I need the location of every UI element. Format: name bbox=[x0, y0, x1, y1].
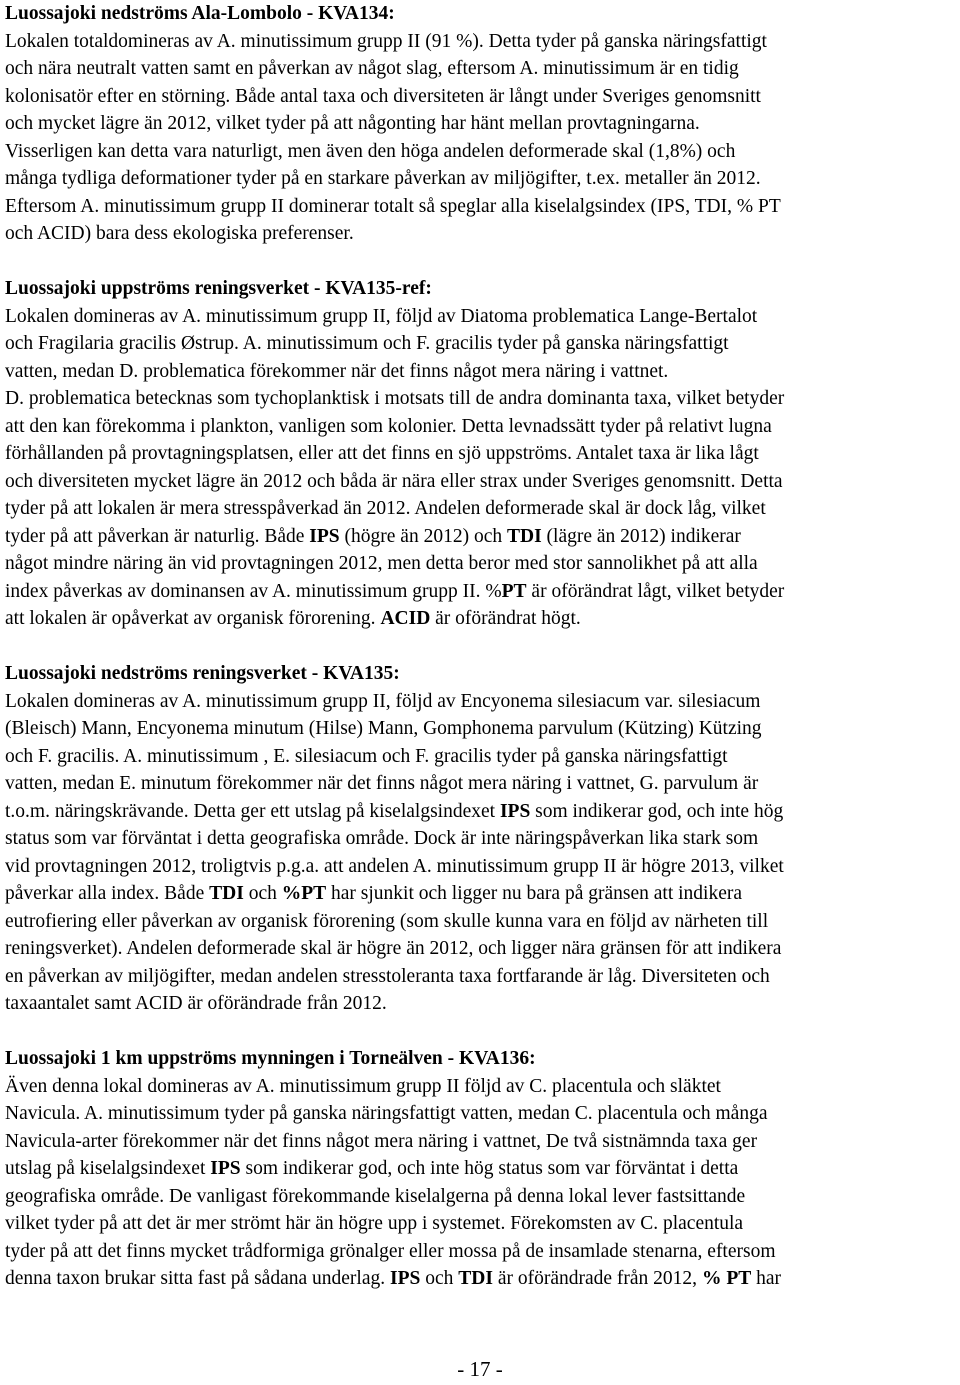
text-line bbox=[5, 83, 957, 111]
text-run: Visserligen kan detta vara naturligt, men även den höga andelen deformerade skal (1,8%) och bbox=[5, 140, 736, 162]
text-line bbox=[5, 358, 957, 386]
text-run: har bbox=[751, 1268, 782, 1289]
bold-term: IPS bbox=[389, 1268, 421, 1289]
bold-term: TDI bbox=[209, 883, 244, 904]
bold-term: %PT bbox=[281, 883, 327, 904]
text-line bbox=[5, 385, 957, 413]
text-line bbox=[5, 1128, 957, 1156]
text-run: (lägre än 2012) indikerar bbox=[541, 525, 741, 547]
page-number: - 17 - bbox=[457, 1357, 503, 1381]
text-line bbox=[5, 1073, 957, 1101]
text-line bbox=[5, 1100, 957, 1128]
text-line bbox=[5, 468, 957, 496]
text-run: eutrofiering eller påverkan av organisk förorening (som skulle kunna vara en följd av närheten till bbox=[5, 910, 769, 932]
text-run: en påverkan av miljögifter, medan andelen stresstoleranta taxa fortfarande är låg. Diversiteten och bbox=[5, 965, 770, 987]
bold-term: IPS bbox=[499, 800, 531, 822]
text-line bbox=[5, 908, 957, 936]
bold-term: PT bbox=[501, 580, 527, 602]
text-line bbox=[5, 440, 957, 468]
section-body bbox=[5, 688, 957, 1018]
text-run: och F. gracilis. A. minutissimum , E. silesiacum och F. gracilis tyder på ganska näringsfattigt bbox=[5, 745, 728, 767]
text-line bbox=[5, 55, 957, 83]
text-run: och ACID) bara dess ekologiska preferenser. bbox=[5, 223, 354, 244]
text-run: som indikerar god, och inte hög status som var förväntat i detta bbox=[240, 1158, 739, 1179]
text-run: vatten, medan E. minutum förekommer när det finns något mera näring i vattnet, G. parvulum är bbox=[5, 773, 759, 794]
text-run: tyder på att lokalen är mera stresspåverkad än 2012. Andelen deformerade skal är dock låg, vilket bbox=[5, 498, 766, 519]
section-heading: Luossajoki nedströms Ala-Lombolo - KVA134: bbox=[5, 3, 395, 24]
text-run: att den kan förekomma i plankton, vanligen som kolonier. Detta levnadssätt tyder på relativt lugna bbox=[5, 415, 772, 437]
text-run: index påverkas av dominansen av A. minutissimum grupp II. % bbox=[5, 580, 502, 602]
section-kva135 bbox=[5, 660, 957, 1018]
text-line bbox=[5, 550, 957, 578]
text-run: och mycket lägre än 2012, vilket tyder på att någonting har hänt mellan provtagningarna. bbox=[5, 113, 700, 134]
text-run: förhållanden på provtagningsplatsen, eller att det finns en sjö uppströms. Antalet taxa är lika lågt bbox=[5, 443, 759, 464]
text-run: påverkar alla index. Både bbox=[5, 883, 210, 904]
bold-term: TDI bbox=[506, 525, 542, 547]
text-run: vid provtagningen 2012, troligtvis p.g.a. att andelen A. minutissimum grupp II är högre 2013, vilket bbox=[5, 855, 784, 877]
text-run: och nära neutralt vatten samt en påverkan av något slag, eftersom A. minutissimum är en tidig bbox=[5, 58, 739, 79]
bold-term: % PT bbox=[701, 1268, 752, 1289]
text-line bbox=[5, 798, 957, 826]
text-line bbox=[5, 688, 957, 716]
text-line bbox=[5, 165, 957, 193]
text-run: D. problematica betecknas som tychoplanktisk i motsats till de andra dominanta taxa, vilket betyder bbox=[5, 388, 785, 409]
text-line bbox=[5, 495, 957, 523]
text-run: Lokalen totaldomineras av A. minutissimum grupp II (91 %). Detta tyder på ganska näringsfattigt bbox=[5, 30, 767, 52]
text-run: tyder på att det finns mycket trådformiga grönalger eller mossa på de insamlade stenarna, eftersom bbox=[5, 1240, 776, 1262]
section-kva134 bbox=[5, 0, 957, 248]
bold-term: TDI bbox=[458, 1268, 493, 1289]
text-run: Navicula. A. minutissimum tyder på ganska näringsfattigt vatten, medan C. placentula och många bbox=[5, 1103, 768, 1124]
text-line bbox=[5, 330, 957, 358]
text-line bbox=[5, 963, 957, 991]
text-line bbox=[5, 1183, 957, 1211]
text-run: vilket tyder på att det är mer strömt här än högre upp i systemet. Förekomsten av C. placentula bbox=[5, 1213, 744, 1234]
section-kva136 bbox=[5, 1045, 957, 1293]
text-run: (Bleisch) Mann, Encyonema minutum (Hilse) Mann, Gomphonema parvulum (Kützing) Kützing bbox=[5, 718, 762, 739]
text-run: denna taxon brukar sitta fast på sådana underlag. bbox=[5, 1268, 390, 1289]
text-line bbox=[5, 220, 957, 248]
text-run: (högre än 2012) och bbox=[339, 525, 507, 547]
text-run: och diversiteten mycket lägre än 2012 och båda är nära eller strax under Sveriges genomsnitt. Detta bbox=[5, 470, 783, 492]
text-line bbox=[5, 578, 957, 606]
text-line bbox=[5, 990, 957, 1018]
text-run: är oförändrat högt. bbox=[430, 608, 581, 629]
text-line bbox=[5, 110, 957, 138]
text-line bbox=[5, 605, 957, 633]
text-line bbox=[5, 853, 957, 881]
text-line bbox=[5, 28, 957, 56]
text-run: Lokalen domineras av A. minutissimum grupp II, följd av Encyonema silesiacum var. silesiacum bbox=[5, 690, 761, 712]
section-body bbox=[5, 1073, 957, 1293]
section-kva135-ref bbox=[5, 275, 957, 633]
text-line bbox=[5, 880, 957, 908]
text-line bbox=[5, 743, 957, 771]
text-run: som indikerar god, och inte hög bbox=[530, 800, 784, 822]
text-run: status som var förväntat i detta geografiska område. Dock är inte näringspåverkan lika stark som bbox=[5, 828, 759, 849]
text-line bbox=[5, 413, 957, 441]
text-run: utslag på kiselalgsindexet bbox=[5, 1158, 211, 1179]
text-run: många tydliga deformationer tyder på en starkare påverkan av miljögifter, t.ex. metaller än 2012. bbox=[5, 168, 761, 189]
text-run: är oförändrade från 2012, bbox=[492, 1268, 702, 1289]
text-line bbox=[5, 935, 957, 963]
text-run: är oförändrat lågt, vilket betyder bbox=[526, 580, 785, 602]
text-run: att lokalen är opåverkat av organisk förorening. bbox=[5, 608, 381, 629]
document-page bbox=[5, 0, 957, 1293]
section-body bbox=[5, 28, 957, 248]
text-line bbox=[5, 303, 957, 331]
text-line bbox=[5, 715, 957, 743]
text-run: reningsverket). Andelen deformerade skal är högre än 2012, och ligger nära gränsen för att indikera bbox=[5, 938, 782, 959]
text-line bbox=[5, 1210, 957, 1238]
text-line bbox=[5, 138, 957, 166]
text-run: något mindre näring än vid provtagningen 2012, men detta beror med stor sannolikhet på att alla bbox=[5, 553, 758, 574]
text-line bbox=[5, 1155, 957, 1183]
text-run: kolonisatör efter en störning. Både antal taxa och diversiteten är långt under Sveriges genomsnitt bbox=[5, 85, 761, 107]
section-heading: Luossajoki uppströms reningsverket - KVA135-ref: bbox=[5, 278, 432, 299]
text-run: Lokalen domineras av A. minutissimum grupp II, följd av Diatoma problematica Lange-Bertalot bbox=[5, 305, 758, 327]
text-run: taxaantalet samt ACID är oförändrade från 2012. bbox=[5, 993, 387, 1014]
text-run: har sjunkit och ligger nu bara på gränsen att indikera bbox=[326, 883, 743, 904]
text-run: Navicula-arter förekommer när det finns något mera näring i vattnet, De två sistnämnda taxa ger bbox=[5, 1130, 758, 1152]
text-run: geografiska område. De vanligast förekommande kiselalgerna på denna lokal lever fastsittande bbox=[5, 1185, 746, 1207]
section-body bbox=[5, 303, 957, 633]
text-run: t.o.m. näringskrävande. Detta ger ett utslag på kiselalgsindexet bbox=[5, 800, 500, 822]
text-run: Även denna lokal domineras av A. minutissimum grupp II följd av C. placentula och släktet bbox=[5, 1075, 721, 1097]
text-run: vatten, medan D. problematica förekommer när det finns något mera näring i vattnet. bbox=[5, 360, 669, 382]
text-line bbox=[5, 523, 957, 551]
text-run: och bbox=[243, 883, 282, 904]
text-run: tyder på att påverkan är naturlig. Både bbox=[5, 525, 310, 547]
text-line bbox=[5, 1265, 957, 1293]
text-run: Eftersom A. minutissimum grupp II dominerar totalt så speglar alla kiselalgsindex (IPS, TDI, % PT bbox=[5, 195, 781, 217]
bold-term: ACID bbox=[380, 608, 431, 629]
section-heading: Luossajoki nedströms reningsverket - KVA135: bbox=[5, 663, 400, 684]
bold-term: IPS bbox=[309, 525, 340, 547]
section-heading: Luossajoki 1 km uppströms mynningen i Torneälven - KVA136: bbox=[5, 1048, 536, 1069]
bold-term: IPS bbox=[210, 1158, 241, 1179]
text-line bbox=[5, 770, 957, 798]
text-run: och Fragilaria gracilis Østrup. A. minutissimum och F. gracilis tyder på ganska näringsfattigt bbox=[5, 333, 729, 354]
text-line bbox=[5, 825, 957, 853]
text-run: och bbox=[420, 1268, 459, 1289]
text-line bbox=[5, 193, 957, 221]
text-line bbox=[5, 1238, 957, 1266]
